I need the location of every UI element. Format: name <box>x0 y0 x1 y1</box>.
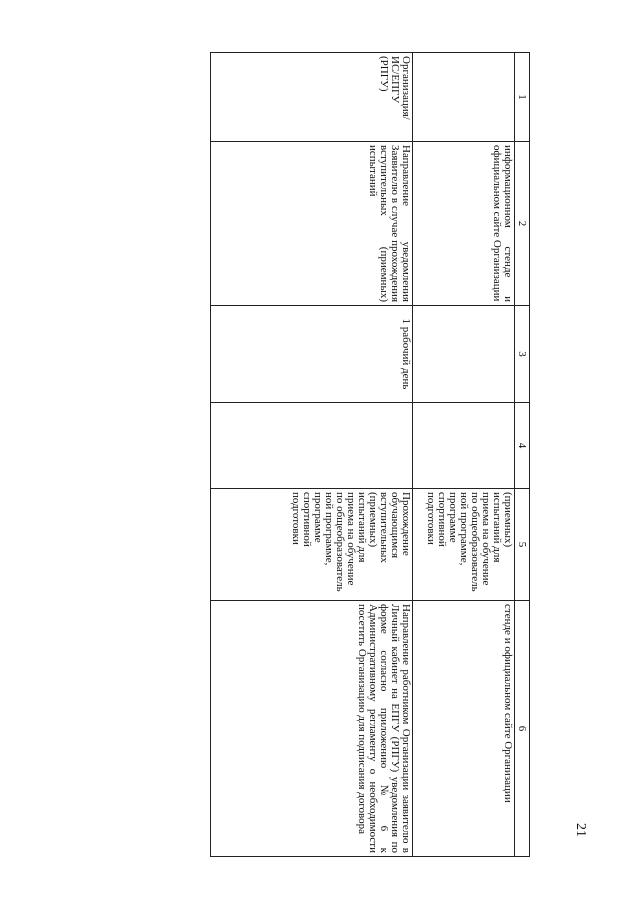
cell-result: Направление работником Организации заявителю в Личный кабинет на ЕПГУ (РПГУ) уведомления по форме согласно приложению № 6 к Административному регламенту о необходимости посетить Организацию для подписания договора <box>211 601 413 857</box>
column-header-6: 6 <box>515 601 530 857</box>
cell-basis: Прохождение обучающимся вступительных (приемных) испытаний для приема на обучение по общеобразователь ной программе, программе спортивной подготовки <box>211 489 413 601</box>
column-header-5: 5 <box>515 489 530 601</box>
cell-action: Направление уведомления Заявителю в случае прохождения вступительных (приемных) испытаний <box>211 142 413 306</box>
document-sheet <box>210 52 530 852</box>
column-header-1: 1 <box>515 53 530 142</box>
column-header-3: 3 <box>515 306 530 403</box>
table-header-row <box>515 53 530 857</box>
column-header-4: 4 <box>515 403 530 489</box>
cell-deadline: 1 рабочий день <box>211 306 413 403</box>
procedure-table <box>210 52 530 857</box>
cell-basis: (приемных) испытаний для приема на обучение по общеобразователь ной программе, программе спортивной подготовки <box>413 489 515 601</box>
cell-responsible <box>413 53 515 142</box>
cell-criteria <box>413 403 515 489</box>
cell-criteria <box>211 403 413 489</box>
table-row <box>211 53 413 857</box>
page-number: 21 <box>573 823 588 837</box>
table-row <box>413 53 515 857</box>
cell-result: стенде и официальном сайте Организации <box>413 601 515 857</box>
cell-deadline <box>413 306 515 403</box>
column-header-2: 2 <box>515 142 530 306</box>
cell-responsible: Организация/ ИС/ЕПГУ (РПГУ) <box>211 53 413 142</box>
cell-action: информационном стенде и официальном сайте Организации <box>413 142 515 306</box>
